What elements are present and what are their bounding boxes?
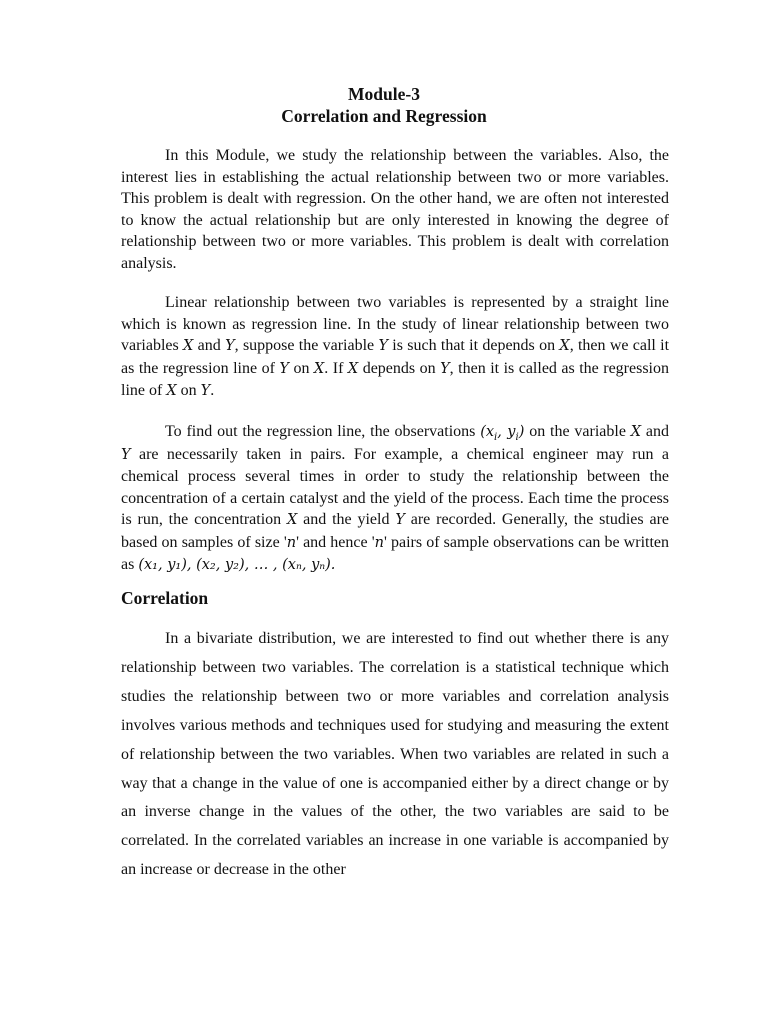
math-X: X — [347, 360, 359, 377]
math-X: X — [630, 424, 642, 440]
math-X: X — [183, 338, 194, 354]
math-Y: Y — [200, 383, 211, 399]
correlation-paragraph — [121, 625, 669, 885]
module-number: Module-3 — [348, 84, 420, 104]
observations-paragraph: To find out the regression line, the observations ($x_i$, $y_i$) on the variable X and Y are necessarily taken in pairs. For example, a chemical engineer may run a chemical process several times in order to study the relationship between the concentration of a certain catalyst and the yield of the process. Each time the process is run, the concentration X and the yield Y are recorded. Generally, the studies are based on samples of size 'n' and hence 'n' pairs of sample observations can be written as (x₁, y₁), (x₂, y₂), … , (xₙ, yₙ). — [121, 423, 670, 573]
correlation-text: In a bivariate distribution, we are interested to find out whether there is any relationship between two variables. The correlation is a statistical technique which studies the relationship between two or more variables and correlation analysis involves various methods and techniques used for studying and measuring the extent of relationship between the two variables. When two variables are related in such a way that a change in the value of one is accompanied either by a direct change or by an inverse change in the values of the other, the two variables are said to be correlated. In the correlated variables an increase in one variable is accompanied by an increase or decrease in the other — [121, 630, 669, 879]
math-Y: Y — [395, 512, 405, 528]
math-n: n — [374, 534, 384, 551]
section-heading-correlation: Correlation — [121, 588, 209, 608]
math-Y: Y — [378, 338, 389, 354]
math-X: X — [166, 383, 177, 399]
math-X: X — [313, 360, 325, 377]
page-title: Correlation and Regression — [281, 106, 487, 126]
math-X: X — [286, 512, 298, 528]
math-Y: Y — [440, 360, 450, 377]
math-Y: Y — [225, 338, 235, 354]
math-n: n — [286, 534, 297, 551]
math-Y: Y — [121, 446, 131, 463]
regression-line-paragraph: Linear relationship between two variables is represented by a straight line which is known as regression line. In the study of linear relationship between two variables X and Y, suppose the variable Y is such that it depends on X, then we call it as the regression line of Y on X. If X depends on Y, then it is called as the regression line of X on Y. — [121, 294, 670, 399]
math-X: X — [559, 338, 570, 354]
intro-paragraph — [121, 145, 669, 274]
math-sample-pairs: (x₁, y₁), (x₂, y₂), … , (xₙ, yₙ). — [138, 557, 336, 573]
math-observation-pair: ($x_i$, $y_i$) — [480, 424, 525, 443]
title-block — [0, 83, 768, 127]
math-Y: Y — [279, 360, 289, 377]
intro-text: In this Module, we study the relationship between the variables. Also, the interest lies in establishing the actual relationship between two or more variables. This problem is dealt with regression. On the other hand, we are often not interested to know the actual relationship but are only interested in knowing the degree of relationship between two or more variables. This problem is dealt with correlation analysis. — [121, 147, 669, 272]
